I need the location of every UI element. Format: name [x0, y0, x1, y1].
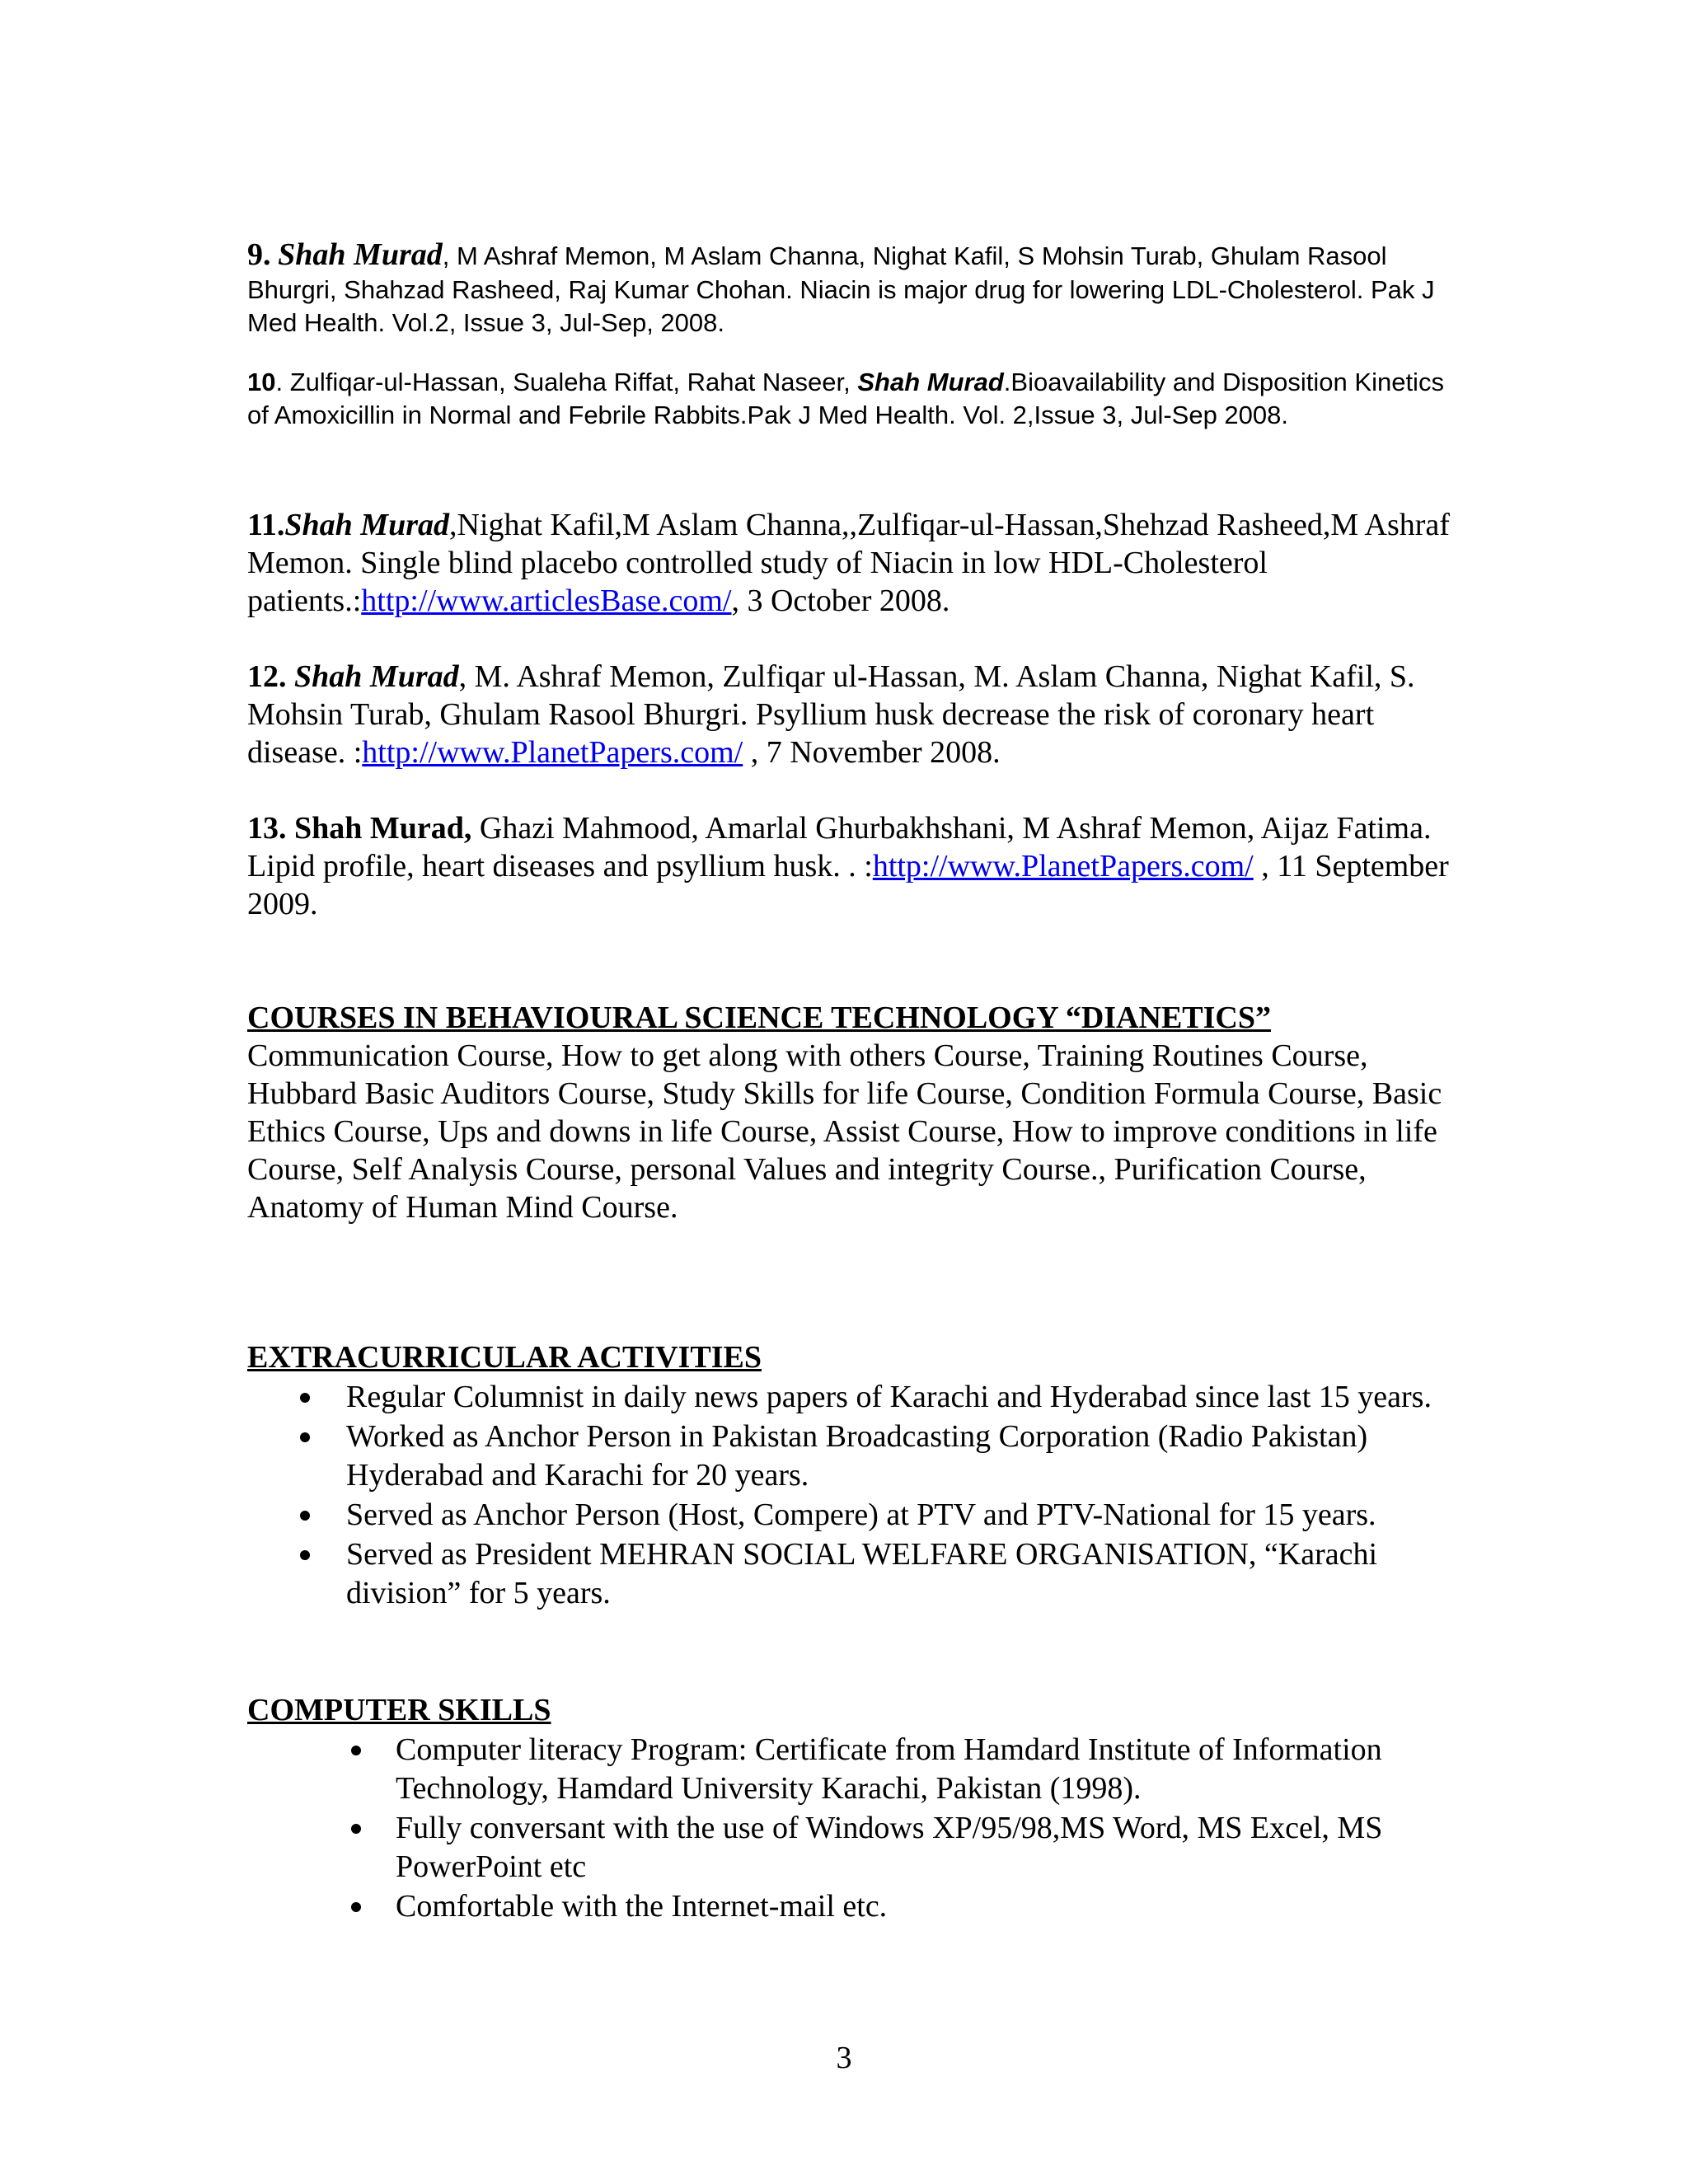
reference-date: , 11 September 2009.	[247, 849, 1449, 921]
bullet-icon	[300, 1432, 310, 1442]
reference-author: Shah Murad	[284, 508, 450, 542]
reference-author: Shah Murad,	[294, 811, 472, 846]
list-item: Served as Anchor Person (Host, Compere) at PTV and PTV-National for 15 years.	[346, 1496, 1434, 1535]
list-item: Fully conversant with the use of Windows XP/95/98,MS Word, MS Excel, MS PowerPoint etc	[396, 1809, 1451, 1886]
reference-author: Shah Murad	[294, 659, 459, 694]
reference-author: Shah Murad	[857, 368, 1004, 396]
reference-number: 9.	[247, 237, 271, 272]
reference-link[interactable]: http://www.PlanetPapers.com/	[362, 735, 743, 770]
reference-text: ,Nighat Kafil,M Aslam Channa,,Zulfiqar-ul-Hassan,Shehzad Rasheed,M Ashraf Memon. Single blind placebo controlled study of Niacin in low HDL-Cholesterol patients.:	[247, 508, 1450, 618]
reference-text: Ghazi Mahmood, Amarlal Ghurbakhshani, M Ashraf Memon, Aijaz Fatima. Lipid profile, heart diseases and psyllium husk. . :	[247, 811, 1432, 883]
reference-11	[247, 506, 1451, 620]
bullet-icon	[351, 1902, 361, 1912]
reference-number: 12.	[247, 659, 287, 694]
reference-10	[247, 366, 1451, 432]
list-item: Comfortable with the Internet-mail etc.	[396, 1887, 1451, 1926]
bullet-icon	[300, 1393, 310, 1403]
reference-text: .Bioavailability and Disposition Kinetics of Amoxicillin in Normal and Febrile Rabbits.Pak J Med Health. Vol. 2,Issue 3, Jul-Sep 2008.	[247, 368, 1444, 429]
bullet-icon	[351, 1824, 361, 1834]
reference-text: , M Ashraf Memon, M Aslam Channa, Nighat Kafil, S Mohsin Turab, Ghulam Rasool Bhurgri, Shahzad Rasheed, Raj Kumar Chohan. Niacin is major drug for lowering LDL-Cholesterol. Pak J Med Health. Vol.2, Issue 3, Jul-Sep, 2008.	[247, 241, 1435, 337]
computer-skills-list	[396, 1731, 1451, 1927]
reference-date: , 3 October 2008.	[731, 583, 950, 618]
reference-12	[247, 658, 1451, 771]
reference-text: , M. Ashraf Memon, Zulfiqar ul-Hassan, M. Aslam Channa, Nighat Kafil, S. Mohsin Turab, Ghulam Rasool Bhurgri. Psyllium husk decrease the risk of coronary heart disease. :	[247, 659, 1415, 770]
reference-link[interactable]: http://www.PlanetPapers.com/	[872, 849, 1254, 883]
reference-number: 11.	[247, 508, 285, 542]
reference-date: , 7 November 2008.	[743, 735, 1001, 770]
courses-text: Communication Course, How to get along with others Course, Training Routines Course, Hubbard Basic Auditors Course, Study Skills for life Course, Condition Formula Course, Basic Ethics Course, Ups and downs in life Course, Assist Course, How to improve conditions in life Course, Self Analysis Course, personal Values and integrity Course., Purification Course, Anatomy of Human Mind Course.	[247, 1038, 1442, 1225]
page-number: 3	[836, 2041, 852, 2075]
computer-skills-heading: COMPUTER SKILLS	[247, 1693, 551, 1727]
reference-number: 10	[247, 368, 276, 396]
reference-author: Shah Murad	[278, 237, 443, 272]
reference-text-pre: . Zulfiqar-ul-Hassan, Sualeha Riffat, Rahat Naseer,	[275, 368, 858, 396]
extracurricular-heading: EXTRACURRICULAR ACTIVITIES	[247, 1340, 762, 1375]
bullet-icon	[300, 1550, 310, 1560]
reference-9	[247, 236, 1451, 340]
courses-heading: COURSES IN BEHAVIOURAL SCIENCE TECHNOLOGY “DIANETICS”	[247, 1001, 1271, 1035]
reference-number: 13.	[247, 811, 287, 846]
bullet-icon	[300, 1511, 310, 1521]
bullet-icon	[351, 1746, 361, 1755]
extracurricular-list	[346, 1378, 1434, 1614]
list-item: Regular Columnist in daily news papers of Karachi and Hyderabad since last 15 years.	[346, 1378, 1434, 1417]
reference-13	[247, 809, 1451, 923]
list-item: Computer literacy Program: Certificate from Hamdard Institute of Information Technology, Hamdard University Karachi, Pakistan (1998).	[396, 1731, 1451, 1808]
list-item: Worked as Anchor Person in Pakistan Broadcasting Corporation (Radio Pakistan) Hyderabad and Karachi for 20 years.	[346, 1418, 1434, 1495]
reference-link[interactable]: http://www.articlesBase.com/	[361, 583, 732, 618]
list-item: Served as President MEHRAN SOCIAL WELFARE ORGANISATION, “Karachi division” for 5 years.	[346, 1535, 1434, 1613]
